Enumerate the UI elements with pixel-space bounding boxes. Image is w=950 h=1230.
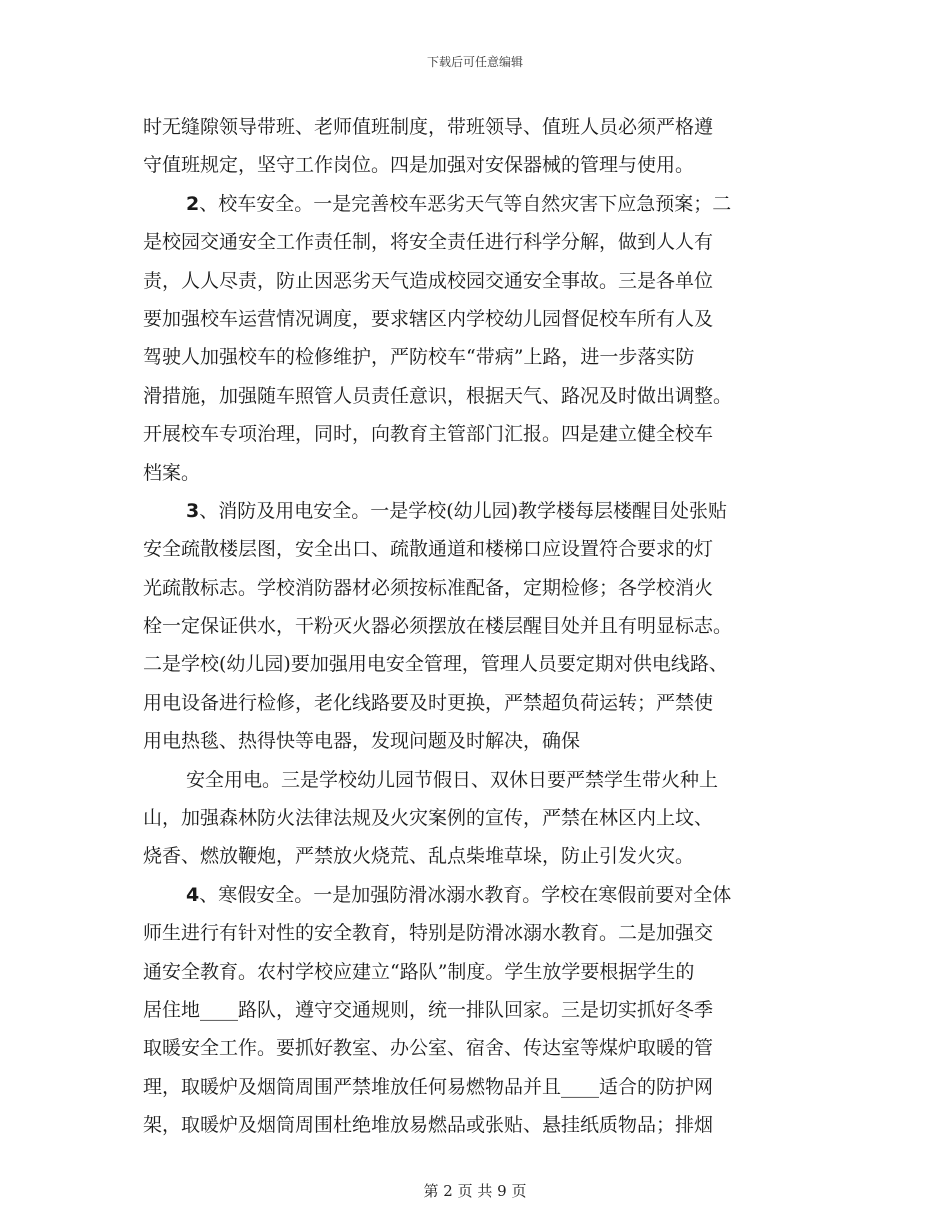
line-text: 开展校车专项治理，同时，向教育主管部门汇报。四是建立健全校车 bbox=[143, 423, 714, 446]
text-line bbox=[143, 1029, 808, 1067]
line-text: 通安全教育。农村学校应建立“路队”制度。学生放学要根据学生的 bbox=[143, 960, 695, 983]
line-text: 、消防及用电安全。一是学校(幼儿园)教学楼每层楼醒目处张贴 bbox=[199, 499, 728, 522]
line-text: 烧香、燃放鞭炮，严禁放火烧荒、乱点柴堆草垛，防止引发火灾。 bbox=[143, 845, 695, 868]
line-text: 滑措施，加强随车照管人员责任意识，根据天气、路况及时做出调整。 bbox=[143, 384, 733, 407]
line-text: 安全用电。三是学校幼儿园节假日、双休日要严禁学生带火种上 bbox=[186, 768, 719, 791]
page-header: 下载后可任意编辑 bbox=[426, 55, 523, 69]
text-line bbox=[143, 338, 808, 376]
line-text: 架，取暖炉及烟筒周围杜绝堆放易燃品或张贴、悬挂纸质物品；排烟 bbox=[143, 1114, 714, 1137]
line-text: 光疏散标志。学校消防器材必须按标准配备，定期检修；各学校消火 bbox=[143, 576, 714, 599]
page-footer: 第 2 页 共 9 页 bbox=[423, 1182, 527, 1200]
text-line bbox=[143, 722, 808, 760]
line-text: 取暖安全工作。要抓好教室、办公室、宿舍、传达室等煤炉取暖的管 bbox=[143, 1037, 714, 1060]
line-text: 档案。 bbox=[143, 461, 201, 484]
text-line bbox=[143, 1106, 808, 1144]
text-line bbox=[143, 607, 808, 645]
text-line bbox=[143, 146, 808, 184]
text-line bbox=[143, 492, 808, 530]
text-line bbox=[143, 454, 808, 492]
line-text: 理，取暖炉及烟筒周围严禁堆放任何易燃物品并且____适合的防护网 bbox=[143, 1075, 714, 1098]
text-line bbox=[143, 684, 808, 722]
line-text: 守值班规定，坚守工作岗位。四是加强对安保器械的管理与使用。 bbox=[143, 154, 695, 177]
document-body bbox=[143, 108, 808, 1145]
line-text: 安全疏散楼层图，安全出口、疏散通道和楼梯口应设置符合要求的灯 bbox=[143, 538, 714, 561]
line-text: 要加强校车运营情况调度，要求辖区内学校幼儿园督促校车所有人及 bbox=[143, 307, 714, 330]
text-line bbox=[143, 837, 808, 875]
line-text: 责，人人尽责，防止因恶劣天气造成校园交通安全事故。三是各单位 bbox=[143, 269, 714, 292]
text-line bbox=[143, 530, 808, 568]
text-line bbox=[143, 953, 808, 991]
text-line bbox=[143, 914, 808, 952]
text-line bbox=[143, 377, 808, 415]
text-line bbox=[143, 761, 808, 799]
text-line bbox=[143, 569, 808, 607]
line-text: 用电设备进行检修，老化线路要及时更换，严禁超负荷运转；严禁使 bbox=[143, 691, 714, 714]
section-number: 3 bbox=[186, 499, 200, 522]
text-line bbox=[143, 223, 808, 261]
text-line bbox=[143, 300, 808, 338]
text-line bbox=[143, 262, 808, 300]
line-text: 、寒假安全。一是加强防滑冰溺水教育。学校在寒假前要对全体 bbox=[199, 883, 732, 906]
text-line bbox=[143, 991, 808, 1029]
line-text: 师生进行有针对性的安全教育，特别是防滑冰溺水教育。二是加强交 bbox=[143, 922, 714, 945]
line-text: 驾驶人加强校车的检修维护，严防校车“带病”上路，进一步落实防 bbox=[143, 346, 695, 369]
text-line bbox=[143, 108, 808, 146]
line-text: 、校车安全。一是完善校车恶劣天气等自然灾害下应急预案；二 bbox=[199, 192, 732, 215]
line-text: 时无缝隙领导带班、老师值班制度，带班领导、值班人员必须严格遵 bbox=[143, 116, 714, 138]
text-line bbox=[143, 1068, 808, 1106]
line-text: 栓一定保证供水，干粉灭火器必须摆放在楼层醒目处并且有明显标志。 bbox=[143, 615, 733, 638]
line-text: 用电热毯、热得快等电器，发现问题及时解决，确保 bbox=[143, 730, 581, 753]
text-line bbox=[143, 876, 808, 914]
section-number: 4 bbox=[186, 883, 200, 906]
line-text: 二是学校(幼儿园)要加强用电安全管理，管理人员要定期对供电线路、 bbox=[143, 653, 728, 676]
line-text: 居住地____路队，遵守交通规则，统一排队回家。三是切实抓好冬季 bbox=[143, 998, 714, 1021]
text-line bbox=[143, 645, 808, 683]
section-number: 2 bbox=[186, 192, 200, 215]
text-line bbox=[143, 185, 808, 223]
text-line bbox=[143, 799, 808, 837]
text-line bbox=[143, 415, 808, 453]
line-text: 是校园交通安全工作责任制，将安全责任进行科学分解，做到人人有 bbox=[143, 231, 714, 254]
line-text: 山，加强森林防火法律法规及火灾案例的宣传，严禁在林区内上坟、 bbox=[143, 807, 714, 830]
